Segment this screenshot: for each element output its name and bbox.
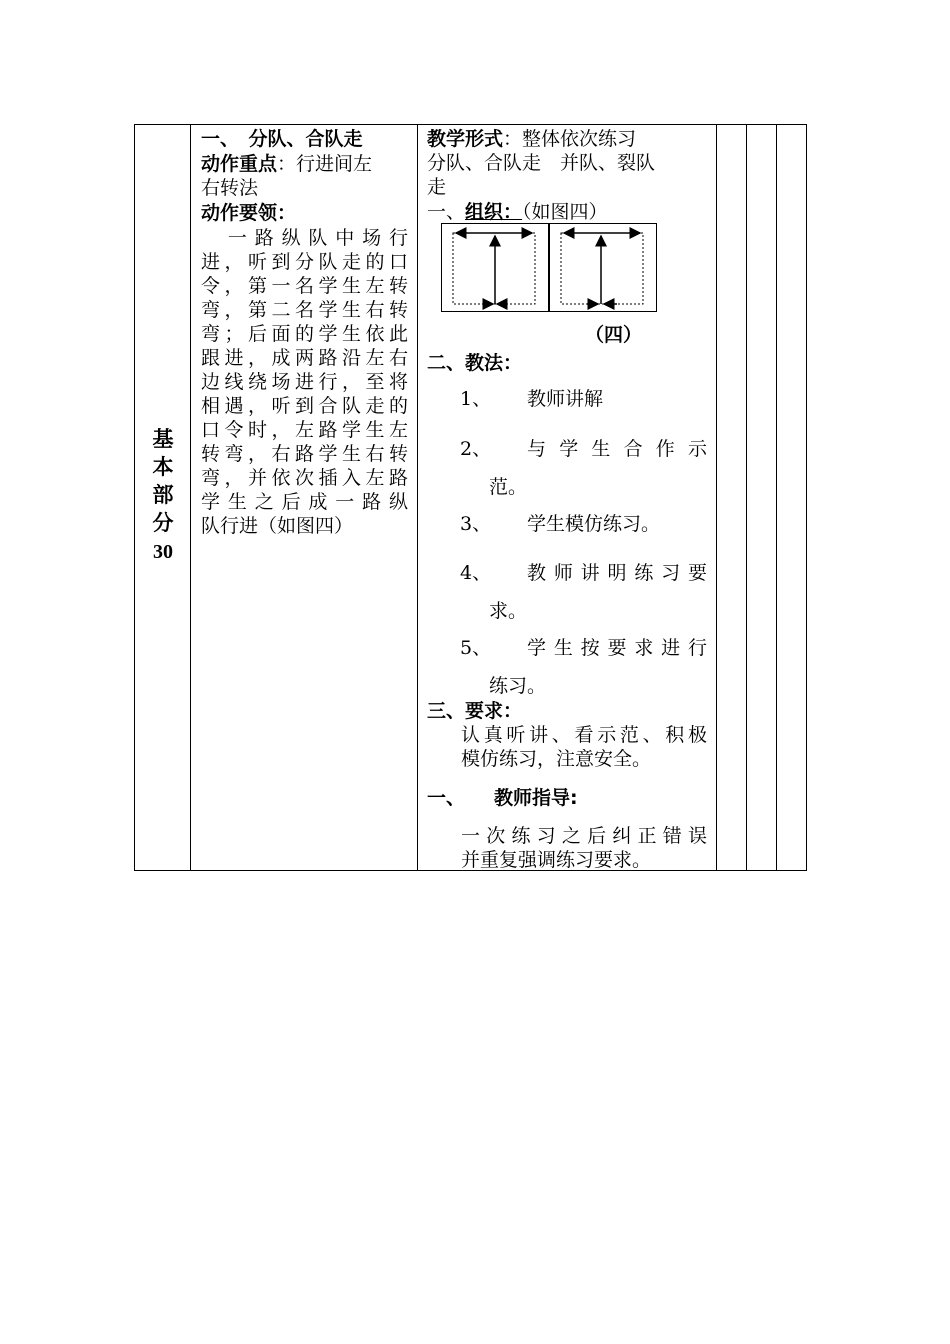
essentials-line: 令，第一名学生左转 xyxy=(201,275,408,297)
essentials-line: 跟进，成两路沿左右 xyxy=(201,347,408,369)
form-line-2: 分队、合队走 并队、裂队 xyxy=(427,152,656,174)
step-text: 学生按要求进行 xyxy=(527,637,707,659)
focus-label: 动作重点 xyxy=(201,153,278,175)
empty-column-2 xyxy=(747,125,777,870)
guidance-line: 并重复强调练习要求。 xyxy=(461,849,652,871)
form-label: 教学形式 xyxy=(427,128,504,150)
step-number: 4、 xyxy=(460,562,492,584)
step-text: 学生模仿练习。 xyxy=(527,513,661,535)
essentials-line: 一路纵队中场行 xyxy=(201,227,408,249)
section-char: 分 xyxy=(152,511,174,535)
focus-text-2: 右转法 xyxy=(201,177,259,199)
essentials-line: 弯，第二名学生右转 xyxy=(201,299,408,321)
empty-column-1 xyxy=(717,125,747,870)
step-number: 1、 xyxy=(460,388,492,410)
requirements-label: 三、要求： xyxy=(427,700,523,722)
essentials-label: 动作要领： xyxy=(201,202,297,224)
essentials-paragraph xyxy=(201,226,408,538)
focus-line xyxy=(201,152,372,177)
essentials-line: 相遇，听到合队走的 xyxy=(201,395,408,417)
formation-diagram xyxy=(441,223,658,312)
step-continuation: 范。 xyxy=(489,476,528,498)
organization-text: （如图四） xyxy=(522,201,608,223)
essentials-line: 弯，并依次插入左路 xyxy=(201,467,408,489)
guidance-label: 教师指导: xyxy=(494,787,578,809)
step-text: 与学生合作示 xyxy=(527,438,707,460)
step-text: 教师讲解 xyxy=(527,388,604,410)
form-text: ：整体依次练习 xyxy=(503,128,637,150)
guidance-number: 一、 xyxy=(427,787,466,809)
section-char: 部 xyxy=(152,483,174,507)
figure-caption: （四） xyxy=(585,324,643,346)
essentials-line: 边线绕场进行，至将 xyxy=(201,371,408,393)
section-time: 30 xyxy=(153,541,173,563)
section-char: 本 xyxy=(152,455,174,479)
step-number: 2、 xyxy=(460,438,492,460)
essentials-line: 弯；后面的学生依此 xyxy=(201,323,408,345)
teaching-label: 二、教法： xyxy=(427,352,523,374)
essentials-line: 学生之后成一路纵 xyxy=(201,491,408,513)
essentials-line: 进，听到分队走的口 xyxy=(201,251,408,273)
step-continuation: 求。 xyxy=(489,600,528,622)
organization-label: 组织： xyxy=(465,201,523,223)
empty-column-3 xyxy=(777,125,807,870)
requirements-line: 认真听讲、看示范、积极 xyxy=(461,724,707,746)
section-char: 基 xyxy=(152,427,174,451)
step-number: 5、 xyxy=(460,637,492,659)
guidance-line: 一次练习之后纠正错误 xyxy=(461,825,707,847)
organization-prefix: 一、 xyxy=(427,201,466,223)
step-number: 3、 xyxy=(460,513,492,535)
form-line-3: 走 xyxy=(427,176,447,198)
lesson-plan-table xyxy=(134,124,807,871)
focus-text: ：行进间左 xyxy=(277,153,373,175)
requirements-line: 模仿练习，注意安全。 xyxy=(461,748,652,770)
form-line xyxy=(427,127,636,152)
content-heading: 一、 分队、合队走 xyxy=(201,128,363,150)
step-continuation: 练习。 xyxy=(489,675,547,697)
step-text: 教师讲明练习要 xyxy=(527,562,707,584)
essentials-line: 转弯，右路学生右转 xyxy=(201,443,408,465)
section-label xyxy=(135,425,191,537)
essentials-line: 口令时，左路学生左 xyxy=(201,419,408,441)
organization-line xyxy=(427,200,608,225)
essentials-line: 队行进（如图四） xyxy=(201,515,354,537)
